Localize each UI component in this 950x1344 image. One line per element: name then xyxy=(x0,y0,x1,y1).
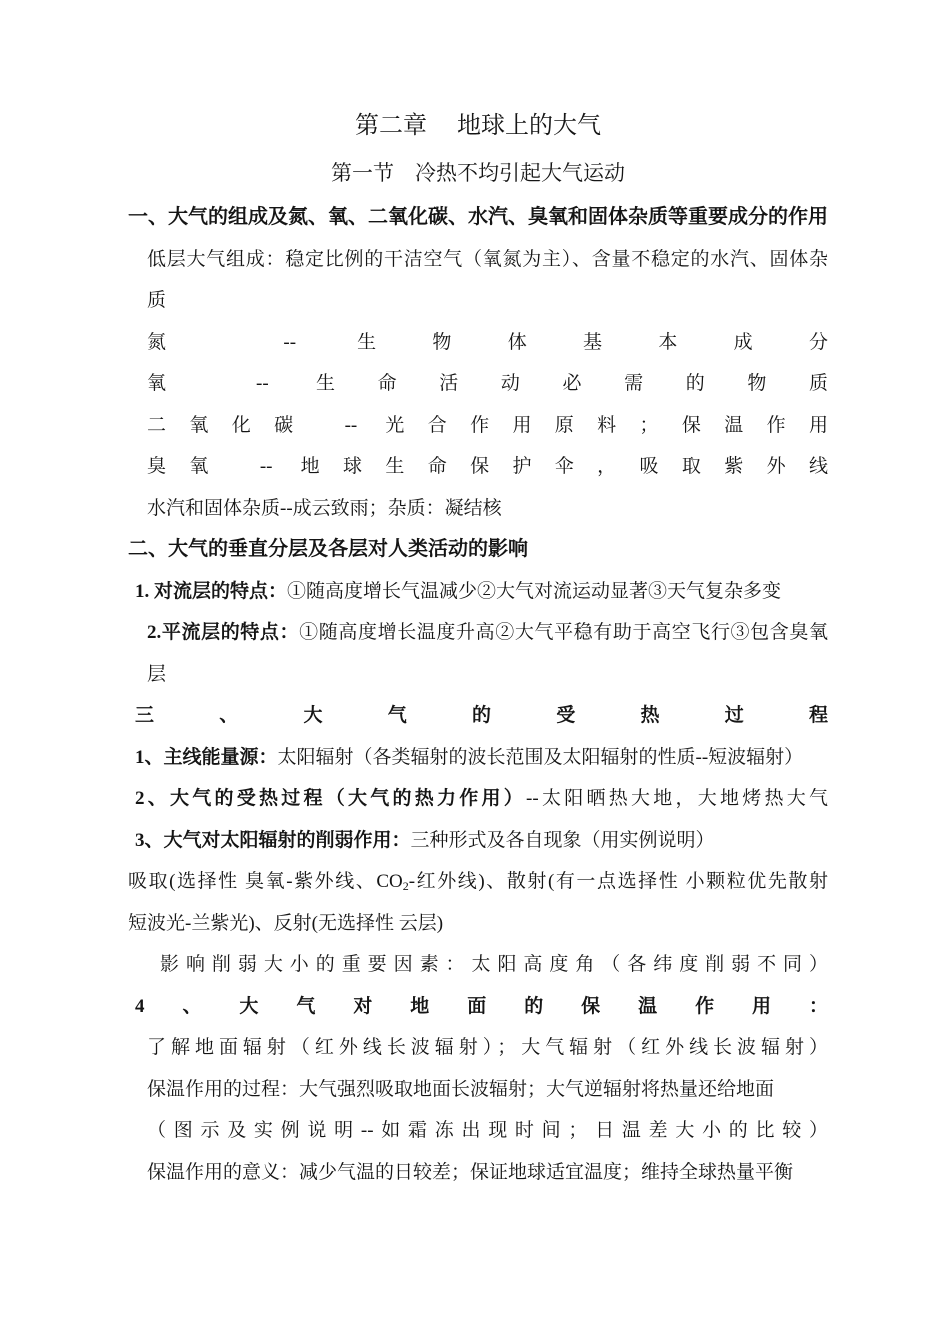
item-heating-process-text: --太阳晒热大地，大地烤热大气 xyxy=(526,788,828,809)
heading-atmosphere-composition: 一、大气的组成及氮、氧、二氧化碳、水汽、臭氧和固体杂质等重要成分的作用 xyxy=(128,206,828,228)
item-stratosphere-text: ①随高度增长温度升高②大气平稳有助于高空飞行③包含臭氧 xyxy=(299,622,828,643)
item-stratosphere-wrap: 层 xyxy=(147,663,167,685)
section-title: 第一节 冷热不均引起大气运动 xyxy=(331,161,625,185)
item-troposphere-text: ①随高度增长气温减少②大气对流运动显著③天气复杂多变 xyxy=(287,580,782,602)
item-stratosphere-label: 2.平流层的特点： xyxy=(147,622,300,643)
heading-vertical-layers: 二、大气的垂直分层及各层对人类活动的影响 xyxy=(128,538,528,560)
line-insulation-example: （图示及实例说明--如霜冻出现时间；日温差大小的比较） xyxy=(147,1120,828,1141)
item-weakening-effect xyxy=(128,820,828,862)
line-radiation-types: 了解地面辐射（红外线长波辐射）；大气辐射（红外线长波辐射） xyxy=(147,1037,828,1058)
line-absorption-post: -红外线)、散射(有一点选择性 小颗粒优先散射 xyxy=(408,871,828,892)
item-insulation-effect: 4、大气对地面的保温作用： xyxy=(135,995,828,1017)
item-weakening-effect-text: 三种形式及各自现象（用实例说明） xyxy=(410,829,715,851)
item-energy-source-text: 太阳辐射（各类辐射的波长范围及太阳辐射的性质--短波辐射） xyxy=(277,746,804,768)
line-absorption xyxy=(128,861,828,903)
line-oxygen: 氧 -- 生命活动必需的物质 xyxy=(147,373,828,394)
item-troposphere xyxy=(128,571,828,613)
item-stratosphere xyxy=(128,612,828,654)
line-insulation-process: 保温作用的过程：大气强烈吸取地面长波辐射；大气逆辐射将热量还给地面 xyxy=(147,1078,775,1100)
line-water-vapor: 水汽和固体杂质--成云致雨；杂质：凝结核 xyxy=(147,497,502,519)
item-troposphere-label: 1. 对流层的特点： xyxy=(135,580,288,602)
line-ozone: 臭氧 -- 地球生命保护伞，吸取紫外线 xyxy=(147,456,828,477)
heading-heating-process: 三、大气的受热过程 xyxy=(135,705,828,726)
line-nitrogen: 氮 -- 生物体基本成分 xyxy=(147,331,828,353)
chapter-title: 第二章 地球上的大气 xyxy=(355,113,601,139)
item-heating-process xyxy=(128,778,828,820)
item-heating-process-label: 2、大气的受热过程（大气的热力作用） xyxy=(135,788,527,809)
paragraph-lower-atmosphere-line2: 质 xyxy=(147,290,167,311)
line-absorption-wrap: 短波光-兰紫光)、反射(无选择性 云层) xyxy=(128,912,444,934)
line-carbon-dioxide: 二氧化碳 -- 光合作用原料；保温作用 xyxy=(147,414,828,436)
co2-subscript: 2 xyxy=(402,879,409,893)
line-weaken-factor: 影响削弱大小的重要因素：太阳高度角（各纬度削弱不同） xyxy=(160,954,828,975)
item-energy-source xyxy=(128,737,828,779)
item-energy-source-label: 1、主线能量源： xyxy=(135,746,278,768)
line-insulation-meaning: 保温作用的意义：减少气温的日较差；保证地球适宜温度；维持全球热量平衡 xyxy=(147,1161,794,1183)
paragraph-lower-atmosphere-line1: 低层大气组成：稳定比例的干洁空气（氧氮为主）、含量不稳定的水汽、固体杂 xyxy=(147,248,828,270)
line-absorption-pre: 吸取(选择性 臭氧-紫外线、CO xyxy=(128,871,403,892)
item-weakening-effect-label: 3、大气对太阳辐射的削弱作用： xyxy=(135,829,411,851)
